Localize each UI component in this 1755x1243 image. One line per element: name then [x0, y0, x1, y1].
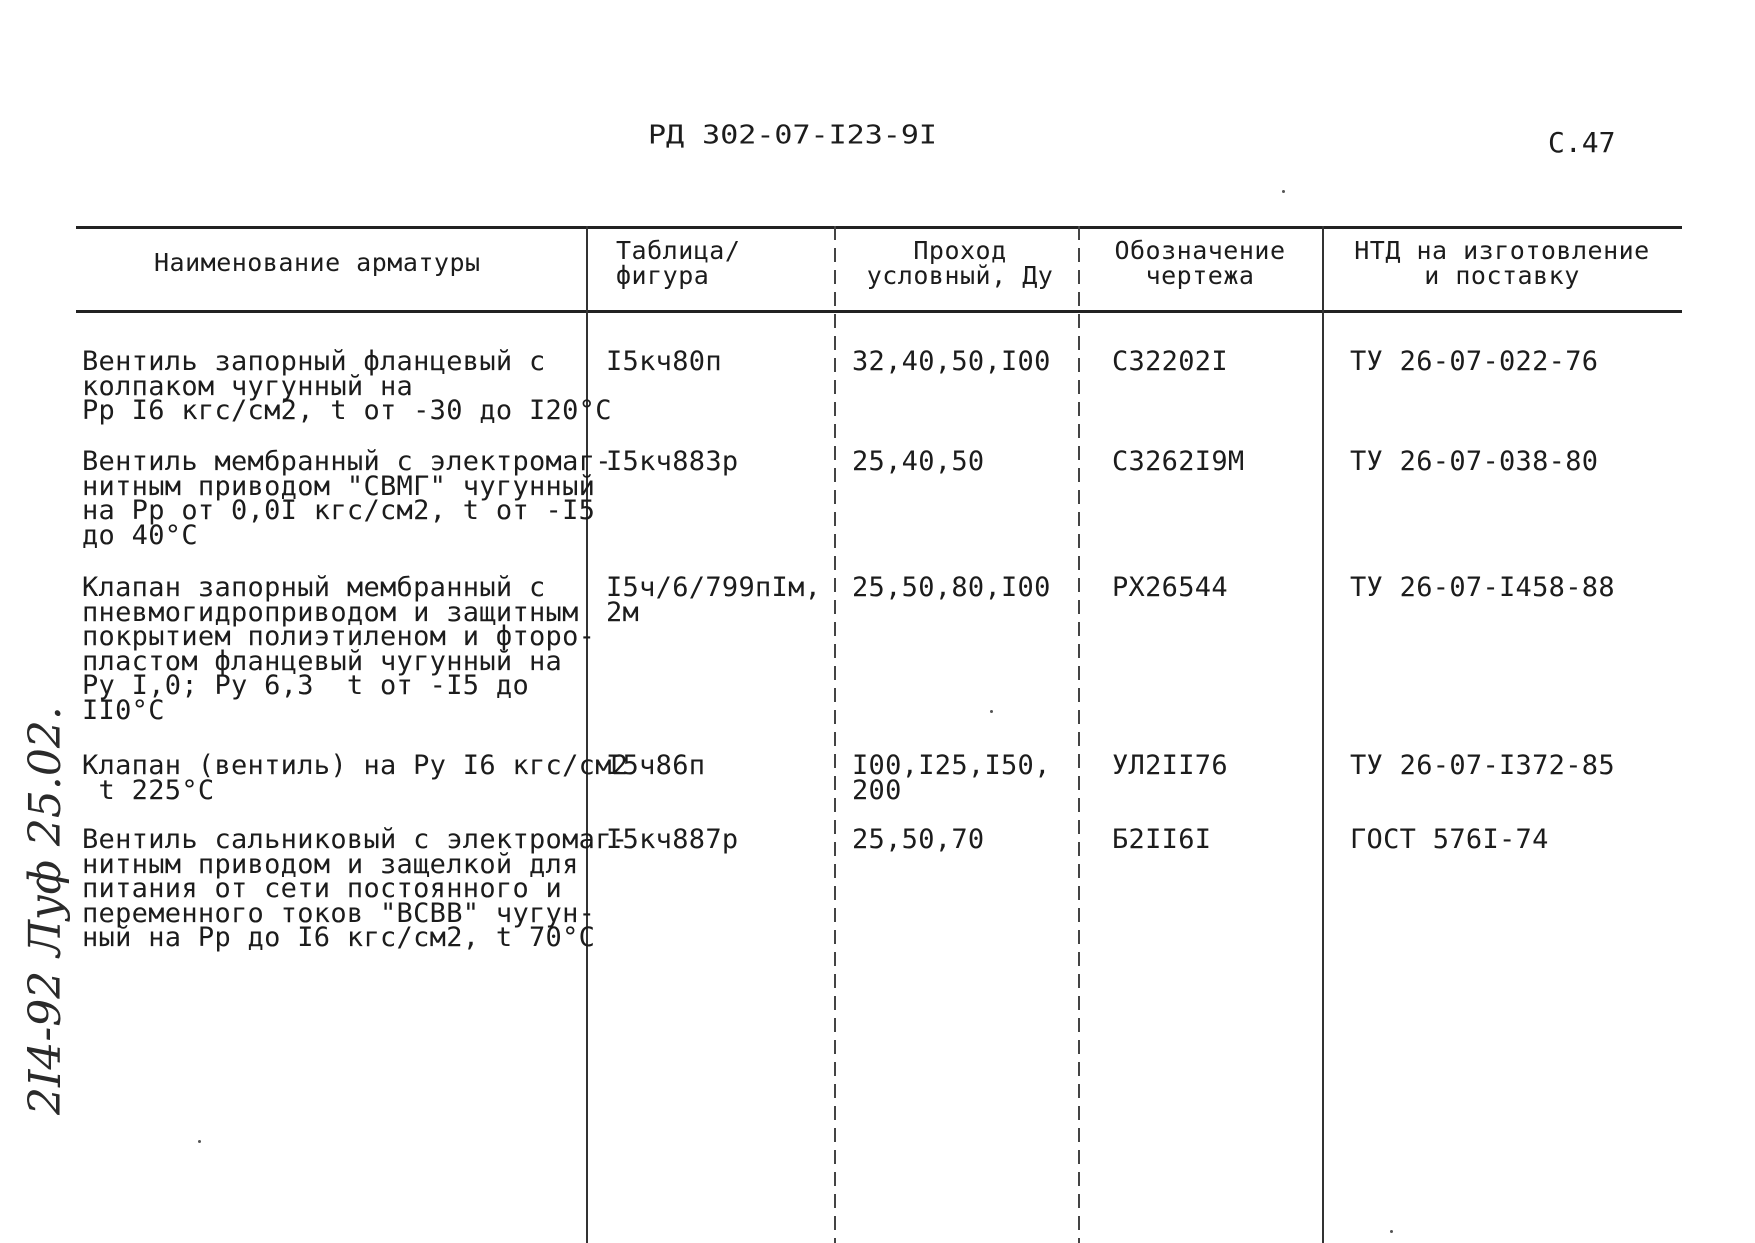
row-4-figure: I5ч86п: [606, 750, 706, 781]
row-4-drawing: УЛ2II76: [1112, 750, 1228, 781]
column-divider-2: [834, 226, 836, 1243]
page-number: С.47: [1548, 126, 1616, 159]
scan-speck: [198, 1140, 201, 1143]
row-3-name: Клапан запорный мембранный с пневмогидроприводом и защитным покрытием полиэтиленом и фторо- пластом фланцевый чугунный на Ру I,0; Ру 6,3 t от -I5 до II0°С: [82, 572, 596, 726]
row-5-dn: 25,50,70: [852, 824, 985, 855]
column-divider-4: [1322, 226, 1324, 1243]
scan-speck: [1282, 190, 1285, 193]
row-2-dn: 25,40,50: [852, 446, 985, 477]
row-3-figure: I5ч/6/799пIм, 2м: [606, 572, 822, 628]
row-2-ntd: ТУ 26-07-038-80: [1350, 446, 1599, 477]
table-header-rule: [76, 310, 1682, 313]
document-code: РД 302-07-I23-9I: [648, 120, 937, 151]
row-1-figure: I5кч80п: [606, 346, 722, 377]
column-header-figure: Таблица/ фигура: [616, 236, 741, 290]
row-1-dn: 32,40,50,I00: [852, 346, 1051, 377]
row-4-ntd: ТУ 26-07-I372-85: [1350, 750, 1615, 781]
row-3-ntd: ТУ 26-07-I458-88: [1350, 572, 1615, 603]
column-header-ntd: НТД на изготовление и поставку: [1354, 236, 1650, 290]
row-5-drawing: Б2II6I: [1112, 824, 1212, 855]
scan-speck: [990, 710, 993, 713]
row-4-dn: I00,I25,I50, 200: [852, 750, 1051, 806]
row-5-figure: I5кч887р: [606, 824, 739, 855]
row-5-name: Вентиль сальниковый с электромаг- нитным приводом и защелкой для питания от сети постоянного и переменного токов "ВСВВ" чугун- ный на Рр до I6 кгс/см2, t 70°С: [82, 824, 629, 953]
row-2-figure: I5кч883р: [606, 446, 739, 477]
row-2-drawing: С3262I9М: [1112, 446, 1245, 477]
row-1-name: Вентиль запорный фланцевый с колпаком чугунный на Рр I6 кгс/см2, t от -30 до I20°С: [82, 346, 612, 426]
row-3-dn: 25,50,80,I00: [852, 572, 1051, 603]
table-top-rule: [76, 226, 1682, 229]
handwritten-margin-note: 2I4-92 Луф 25.02.: [20, 706, 71, 1115]
row-4-name: Клапан (вентиль) на Ру I6 кгс/см2 t 225°С: [82, 750, 629, 806]
row-3-drawing: РХ26544: [1112, 572, 1228, 603]
column-header-dn: Проход условный, Ду: [866, 236, 1054, 290]
row-2-name: Вентиль мембранный с электромаг- нитным приводом "СВМГ" чугунный на Рр от 0,0I кгс/см2, t от -I5 до 40°С: [82, 446, 612, 551]
column-header-drawing: Обозначение чертежа: [1114, 236, 1286, 290]
row-1-ntd: ТУ 26-07-022-76: [1350, 346, 1599, 377]
column-header-name: Наименование арматуры: [154, 248, 481, 277]
scan-speck: [1390, 1230, 1393, 1233]
row-5-ntd: ГОСТ 576I-74: [1350, 824, 1549, 855]
row-1-drawing: С32202I: [1112, 346, 1228, 377]
column-divider-3: [1078, 226, 1080, 1243]
